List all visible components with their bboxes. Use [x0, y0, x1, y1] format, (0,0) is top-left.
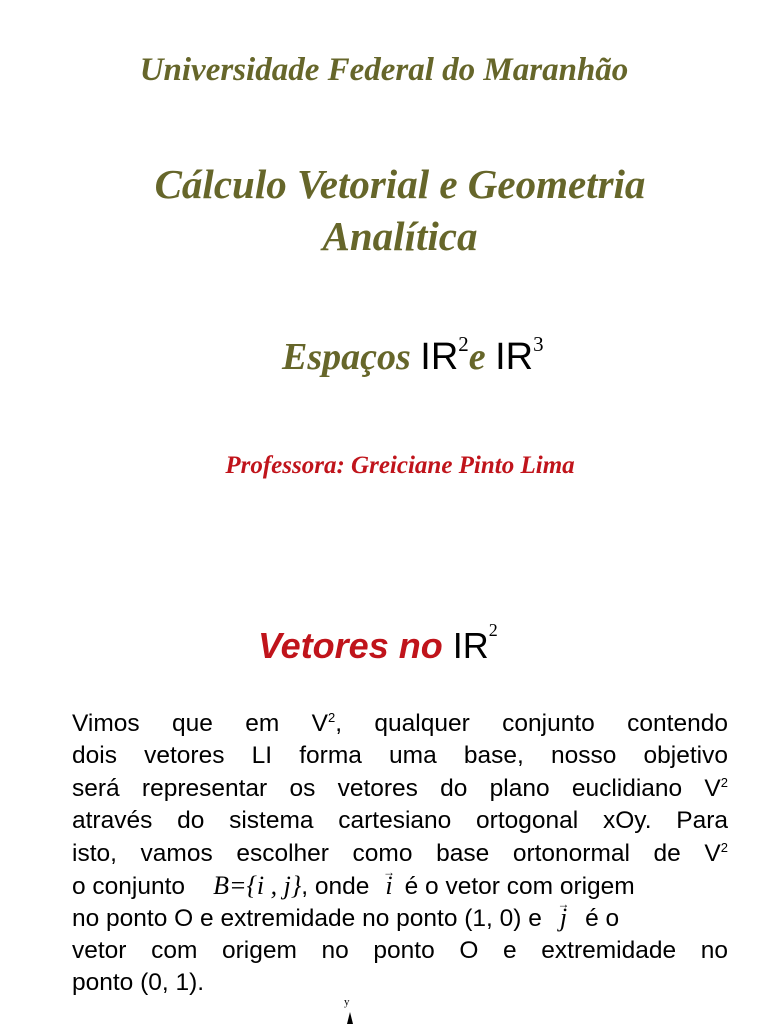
paragraph-line [72, 773, 728, 805]
real-numbers-symbol: IR [420, 335, 459, 378]
y-axis-arrow [347, 1012, 353, 1024]
paragraph-line [72, 902, 728, 934]
paragraph-line [72, 838, 728, 870]
y-axis-label: y [344, 996, 350, 1008]
superscript: 2 [720, 839, 728, 855]
text-run: no ponto O e extremidade no ponto (1, 0) e [72, 905, 542, 933]
section-title: Vetores no [258, 625, 443, 666]
professor-name: Professora: Greiciane Pinto Lima [225, 452, 575, 479]
text-run: será representar os vetores do plano euclidiano V [72, 774, 721, 802]
paragraph-line: através do sistema cartesiano ortogonal xOy. Para [72, 807, 728, 835]
basis-formula: B={i , j} [213, 870, 302, 900]
vector-i: → i [385, 870, 392, 902]
course-title-line2: Analítica [322, 213, 478, 259]
paragraph-line: dois vetores LI forma uma base, nosso objetivo [72, 742, 728, 770]
section-exponent: 2 [488, 620, 498, 640]
text-run: é o [585, 905, 620, 933]
topic-connector: e [468, 335, 486, 378]
real-numbers-symbol: IR [495, 335, 534, 378]
paragraph-line [72, 870, 728, 902]
text-run: Vimos que em V [72, 710, 329, 737]
body-paragraph [72, 708, 728, 1000]
topic-exponent-3: 3 [533, 332, 544, 356]
text-run: é o vetor com origem [404, 872, 635, 900]
topic-word: Espaços [282, 335, 411, 378]
paragraph-line: vetor com origem no ponto O e extremidade no [72, 936, 728, 964]
superscript: 2 [328, 710, 336, 725]
paragraph-line [72, 708, 728, 740]
text-run: isto, vamos escolher como base ortonormal de V [72, 839, 721, 867]
vector-j: → j [560, 902, 567, 934]
paragraph-line: ponto (0, 1). [72, 969, 205, 997]
real-numbers-symbol: IR [452, 625, 489, 666]
superscript: 2 [720, 774, 728, 790]
topic-exponent-2: 2 [458, 332, 469, 356]
topic-heading [282, 332, 544, 379]
text-run: , onde [301, 872, 370, 900]
section-heading [258, 620, 498, 667]
text-run: o conjunto [72, 872, 186, 900]
university-name: Universidade Federal do Maranhão [139, 52, 629, 88]
course-title-line1: Cálculo Vetorial e Geometria [154, 161, 646, 207]
text-run: , qualquer conjunto contendo [335, 710, 728, 737]
